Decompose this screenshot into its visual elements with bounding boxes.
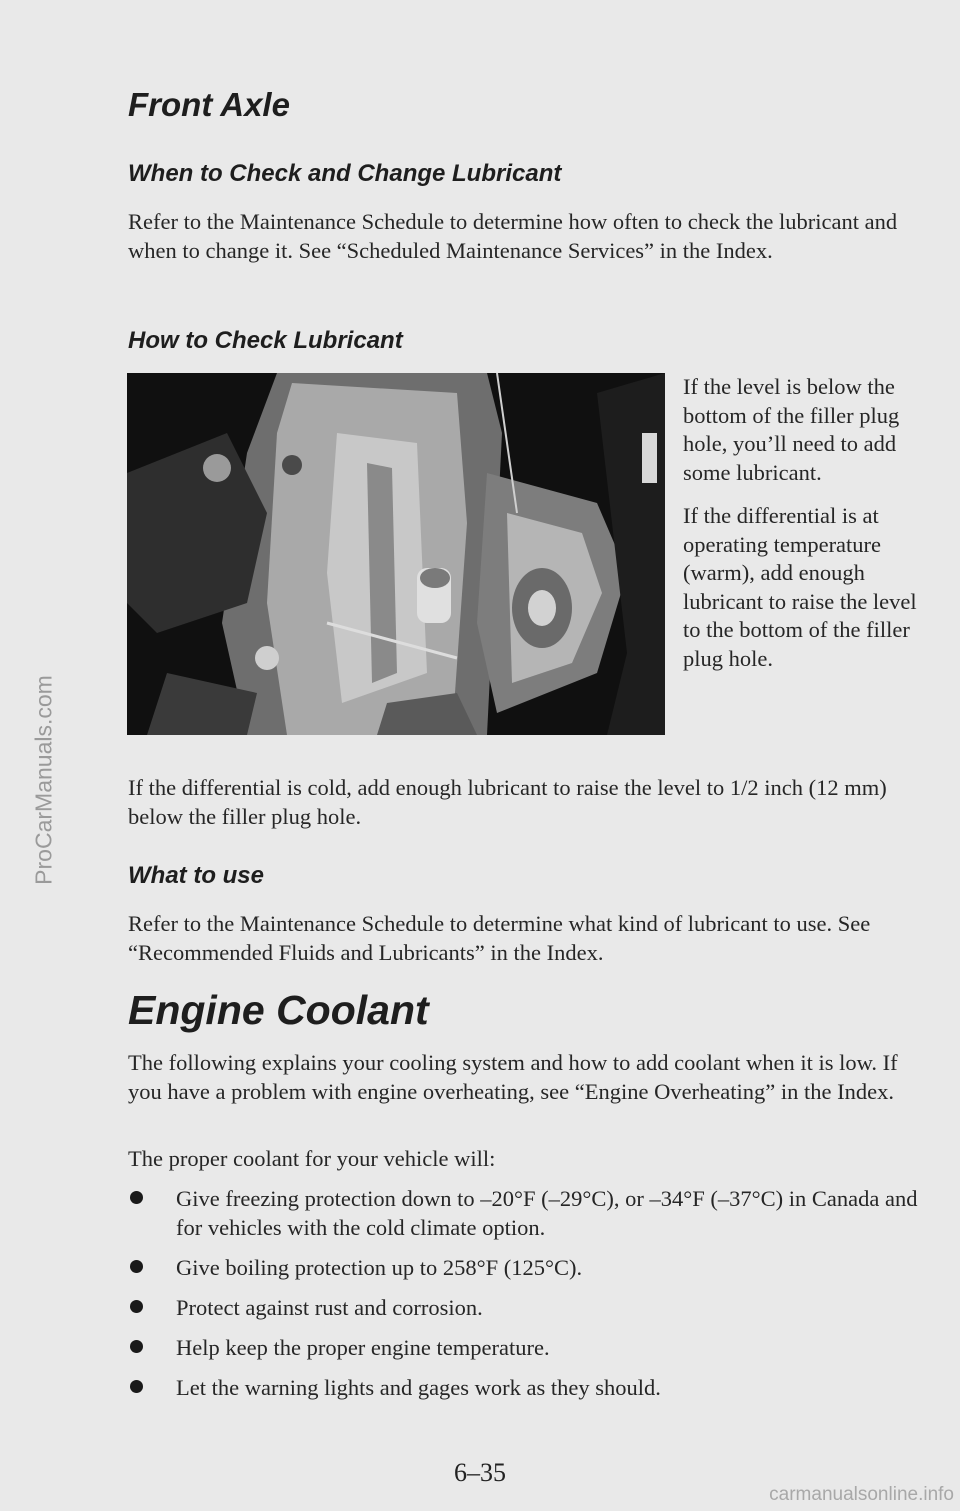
heading-what-to-use: What to use	[128, 862, 264, 889]
list-item: Protect against rust and corrosion.	[128, 1293, 928, 1322]
bullet-icon	[130, 1260, 143, 1273]
heading-how-to-check: How to Check Lubricant	[128, 327, 403, 354]
bottom-watermark: carmanualsonline.info	[769, 1484, 954, 1505]
paragraph-coolant-intro: The following explains your cooling system and how to add coolant when it is low. If you have a problem with engine overheating, see “Engine Overheating” in the Index.	[128, 1050, 898, 1104]
side-paragraph-warm: If the differential is at operating temperature (warm), add enough lubricant to raise the level to the bottom of the filler plug hole.	[683, 503, 917, 671]
list-item: Give boiling protection up to 258°F (125°C).	[128, 1253, 928, 1282]
bullet-icon	[130, 1340, 143, 1353]
paragraph-cold: If the differential is cold, add enough lubricant to raise the level to 1/2 inch (12 mm) below the filler plug hole.	[128, 775, 887, 829]
differential-photo	[127, 373, 665, 735]
section-title: Front Axle	[128, 86, 290, 123]
list-item: Give freezing protection down to –20°F (–29°C), or –34°F (–37°C) in Canada and for vehicles with the cold climate option.	[128, 1184, 928, 1242]
differential-photo-illustration	[127, 373, 665, 735]
paragraph-list-intro: The proper coolant for your vehicle will:	[128, 1146, 496, 1171]
list-item: Help keep the proper engine temperature.	[128, 1333, 928, 1362]
bullet-icon	[130, 1300, 143, 1313]
coolant-benefits-list	[128, 1184, 928, 1413]
list-item: Let the warning lights and gages work as they should.	[128, 1373, 928, 1402]
side-paragraph-below-level: If the level is below the bottom of the filler plug hole, you’ll need to add some lubricant.	[683, 374, 900, 485]
page-number: 6–35	[454, 1458, 506, 1487]
side-watermark: ProCarManuals.com	[30, 675, 57, 885]
heading-check-change: When to Check and Change Lubricant	[128, 160, 562, 187]
engine-coolant-title: Engine Coolant	[128, 987, 429, 1033]
paragraph-what-to-use: Refer to the Maintenance Schedule to determine what kind of lubricant to use. See “Recommended Fluids and Lubricants” in the Index.	[128, 911, 871, 965]
paragraph-check-change: Refer to the Maintenance Schedule to determine how often to check the lubricant and when to change it. See “Scheduled Maintenance Services” in the Index.	[128, 209, 898, 263]
bullet-icon	[130, 1191, 143, 1204]
bullet-icon	[130, 1380, 143, 1393]
